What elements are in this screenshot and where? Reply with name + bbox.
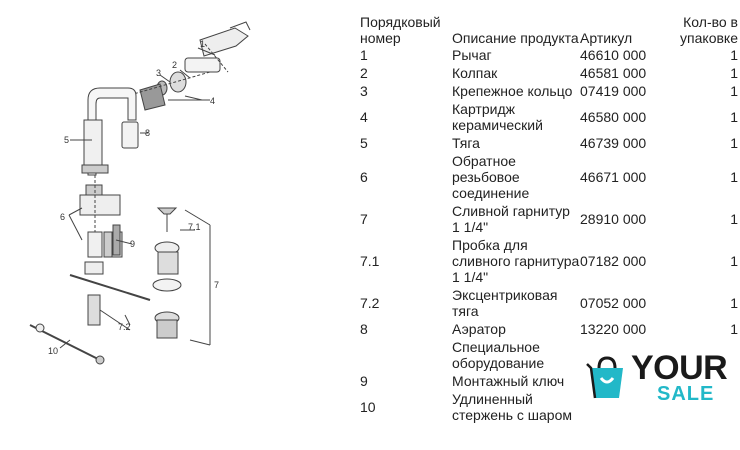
cell-qty: 1 [730,47,738,63]
cell-num: 7 [360,211,368,227]
cell-num: 4 [360,109,368,125]
cell-num [360,338,452,372]
cell-desc: Тяга [452,135,480,151]
cell-qty: 1 [730,295,738,311]
cell-qty: 1 [730,211,738,227]
logo-word-your: YOUR [631,349,728,387]
cell-desc: Удлиненный стержень с шаром [452,391,572,423]
cell-desc: Рычаг [452,47,492,63]
diagram-label-9: 9 [130,239,136,249]
cell-desc: Сливной гарнитур 1 1/4" [452,203,570,235]
cell-article: 46671 000 [580,169,647,185]
diagram-label-2: 2 [172,60,178,70]
table-row [360,64,738,82]
cell-desc: Крепежное кольцо [452,83,573,99]
diagram-label-7: 7 [214,280,220,290]
cell-desc: Эксцентриковая тяга [452,287,558,319]
cell-qty: 1 [730,169,738,185]
cell-desc: Монтажный ключ [452,373,565,389]
table-row [360,202,738,236]
aerator-part [122,122,138,148]
cell-article: 46610 000 [580,47,647,63]
cell-article: 46739 000 [580,135,647,151]
cartridge-part [140,84,165,110]
cell-qty: 1 [730,135,738,151]
cell-article: 07182 000 [580,253,647,269]
shopping-bag-icon [585,354,629,404]
drain-stopper [158,208,176,214]
logo-word-sale: SALE [657,383,715,405]
cell-num: 9 [360,373,368,389]
table-row [360,236,738,286]
cell-article: 07419 000 [580,83,647,99]
cell-article: 07052 000 [580,295,647,311]
diagram-label-8: 8 [145,128,151,138]
cell-article: 13220 000 [580,321,647,337]
cell-num: 8 [360,321,368,337]
header-num: Порядковый номер [360,14,441,46]
cell-num: 2 [360,65,368,81]
cell-desc: Специальное оборудование [452,339,545,371]
cell-qty: 1 [730,109,738,125]
diagram-label-5: 5 [64,135,70,145]
cell-desc: Обратное резьбовое соединение [452,153,530,201]
cell-num: 3 [360,83,368,99]
table-row [360,152,738,202]
header-article: Артикул [580,30,633,46]
cap-part [185,58,220,72]
table-row [360,286,738,320]
diagram-label-6: 6 [60,212,66,222]
cell-desc: Картридж керамический [452,101,543,133]
ring-part [170,72,186,92]
table-row [360,46,738,64]
cell-qty: 1 [730,253,738,269]
cell-num: 7.2 [360,295,380,311]
eccentric-rod [70,275,150,300]
table-row [360,100,738,134]
cell-desc: Аэратор [452,321,506,337]
diagram-label-4: 4 [210,96,216,106]
connection-part [80,195,120,215]
diagram-label-1: 1 [200,39,206,49]
your-sale-logo [585,350,730,410]
cell-qty: 1 [730,83,738,99]
header-desc: Описание продукта [452,30,579,46]
table-header-row [360,14,738,46]
cell-num: 1 [360,47,368,63]
cell-desc: Пробка для сливного гарнитура 1 1/4" [452,237,580,285]
table-row [360,82,738,100]
diagram-label-10: 10 [48,346,59,356]
cell-num: 5 [360,135,368,151]
diagram-label-3: 3 [156,68,162,78]
cell-qty: 1 [730,321,738,337]
table-row [360,320,738,338]
cell-num: 10 [360,399,376,415]
header-qty: Кол-во в упаковке [680,14,738,46]
cell-num: 7.1 [360,253,380,269]
diagram-label-72: 7.2 [118,322,131,332]
cell-article: 46581 000 [580,65,647,81]
diagram-label-71: 7.1 [188,222,201,232]
cell-num: 6 [360,169,368,185]
exploded-faucet-diagram [0,0,350,450]
table-row [360,134,738,152]
cell-article: 28910 000 [580,211,647,227]
cell-article: 46580 000 [580,109,647,125]
cell-qty: 1 [730,65,738,81]
cell-desc: Колпак [452,65,498,81]
